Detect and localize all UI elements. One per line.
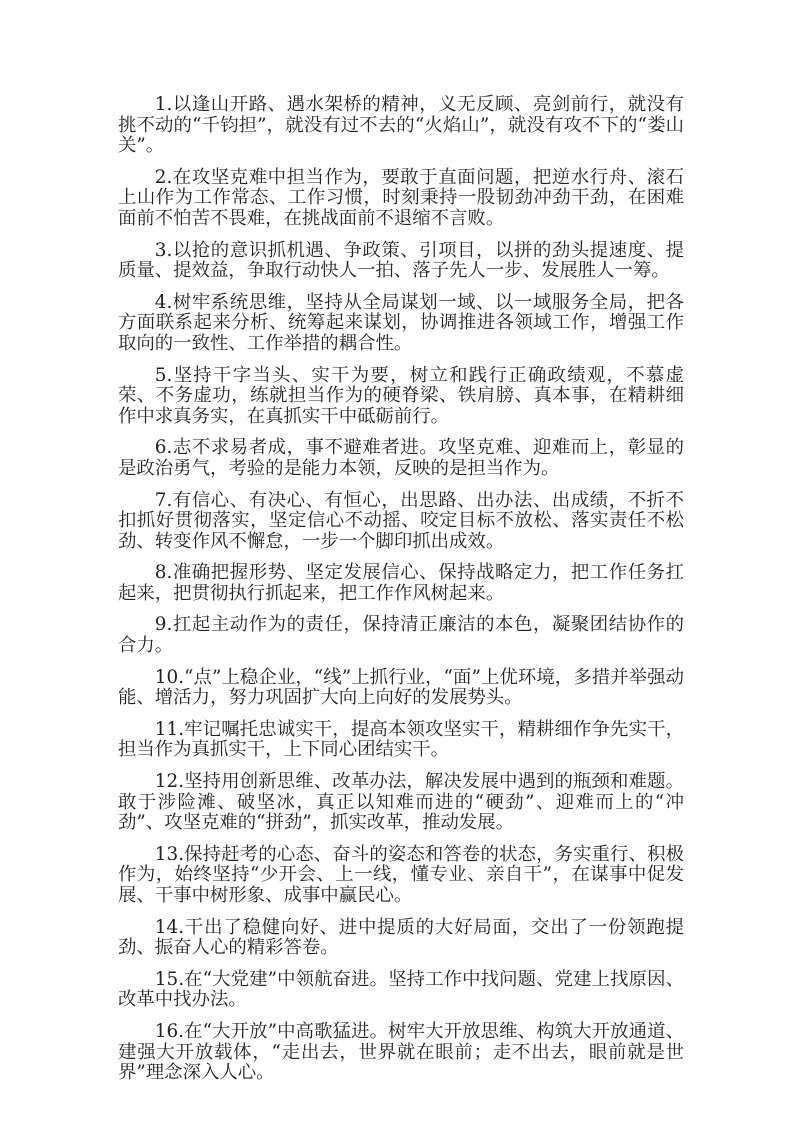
paragraph-14: 14.干出了稳健向好、进中提质的大好局面，交出了一份领跑提劲、振奋人心的精彩答卷。 — [118, 916, 684, 959]
paragraph-5: 5.坚持干字当头、实干为要，树立和践行正确政绩观，不慕虚荣、不务虚功，练就担当作为的硬脊梁、铁肩膀、真本事，在精耕细作中求真务实，在真抓实干中砥砺前行。 — [118, 364, 684, 427]
paragraph-6: 6.志不求易者成，事不避难者进。攻坚克难、迎难而上，彰显的是政治勇气，考验的是能力本领，反映的是担当作为。 — [118, 437, 684, 479]
paragraph-11: 11.牢记嘱托忠诚实干，提高本领攻坚实干，精耕细作争先实干，担当作为真抓实干，上下同心团结实干。 — [118, 718, 684, 761]
document-page — [118, 95, 684, 1095]
paragraph-8: 8.准确把握形势、坚定发展信心、保持战略定力，把工作任务扛起来，把贯彻执行抓起来，把工作作风树起来。 — [118, 562, 684, 604]
paragraph-10: 10.“点”上稳企业，“线”上抓行业，“面”上优环境，多措并举强动能、增活力，努力巩固扩大向上向好的发展势头。 — [118, 666, 684, 709]
paragraph-16: 16.在“大开放”中高歌猛进。树牢大开放思维、构筑大开放通道、建强大开放载体，“走出去，世界就在眼前；走不出去，眼前就是世界”理念深入人心。 — [118, 1020, 684, 1084]
paragraph-3: 3.以抢的意识抓机遇、争政策、引项目，以拼的劲头提速度、提质量、提效益，争取行动快人一拍、落子先人一步、发展胜人一筹。 — [118, 239, 684, 282]
paragraph-2: 2.在攻坚克难中担当作为，要敢于直面问题，把逆水行舟、滚石上山作为工作常态、工作习惯，时刻秉持一股韧劲冲劲干劲，在困难面前不怕苦不畏难，在挑战面前不退缩不言败。 — [118, 166, 684, 229]
paragraph-15: 15.在“大党建”中领航奋进。坚持工作中找问题、党建上找原因、改革中找办法。 — [118, 968, 684, 1011]
paragraph-4: 4.树牢系统思维，坚持从全局谋划一域、以一域服务全局，把各方面联系起来分析、统筹起来谋划，协调推进各领域工作，增强工作取向的一致性、工作举措的耦合性。 — [118, 291, 684, 354]
paragraph-9: 9.扛起主动作为的责任，保持清正廉洁的本色，凝聚团结协作的合力。 — [118, 614, 684, 657]
paragraph-7: 7.有信心、有决心、有恒心，出思路、出办法、出成绩，不折不扣抓好贯彻落实，坚定信心不动摇、咬定目标不放松、落实责任不松劲、转变作风不懈怠，一步一个脚印抓出成效。 — [118, 489, 684, 552]
paragraph-12: 12.坚持用创新思维、改革办法，解决发展中遇到的瓶颈和难题。敢于涉险滩、破坚冰，真正以知难而进的“硬劲”、迎难而上的“冲劲”、攻坚克难的“拼劲”，抓实改革，推动发展。 — [118, 771, 684, 834]
paragraph-1: 1.以逢山开路、遇水架桥的精神，义无反顾、亮剑前行，就没有挑不动的“千钧担”，就没有过不去的“火焰山”，就没有攻不下的“娄山关”。 — [118, 94, 684, 157]
paragraph-13: 13.保持赶考的心态、奋斗的姿态和答卷的状态，务实重行、积极作为，始终坚持“少开会、上一线，懂专业、亲自干”，在谋事中促发展、干事中树形象、成事中赢民心。 — [118, 843, 684, 906]
